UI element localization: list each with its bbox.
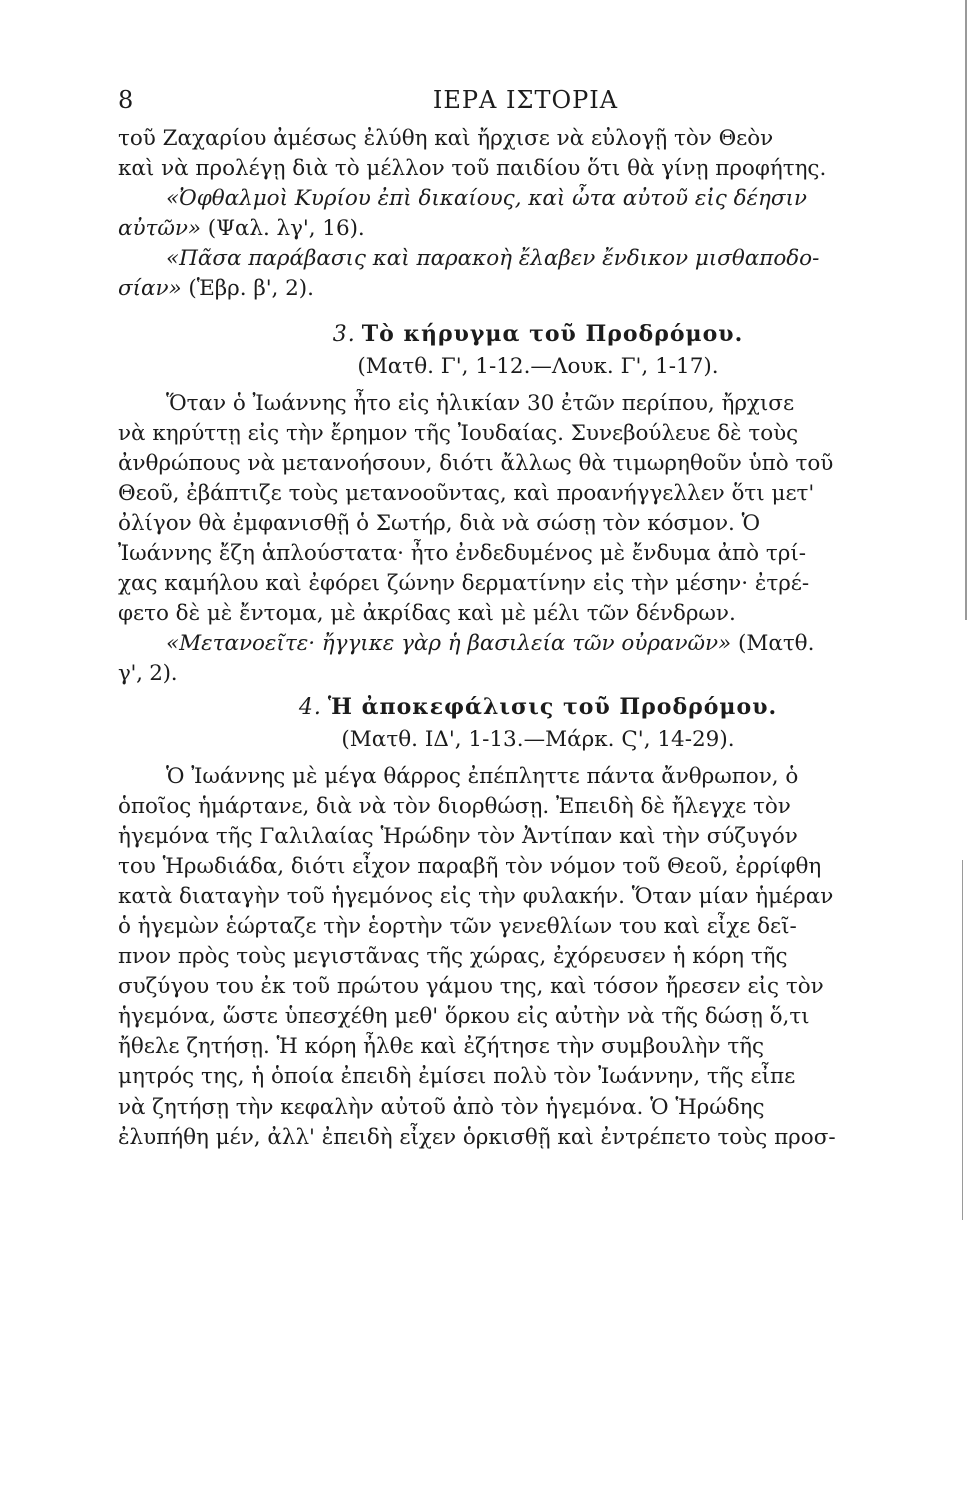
section-number: 4. (298, 694, 322, 720)
paragraph-line: Θεοῦ, ἐβάπτιζε τοὺς μετανοοῦντας, καὶ προανήγγελλεν ὅτι μετ' (118, 480, 815, 506)
page-edge-shadow (962, 860, 963, 1220)
paragraph-line: ἡγεμόνα, ὥστε ὑπεσχέθη μεθ' ὅρκου εἰς αὐτὴν νὰ τῆς δώσῃ ὅ,τι (118, 1004, 810, 1030)
paragraph-line: φετο δὲ μὲ ἔντομα, μὲ ἀκρίδας καὶ μὲ μέλι τῶν δένδρων. (118, 601, 736, 627)
scripture-quote-psalm-continued (118, 214, 958, 244)
body-text (118, 124, 958, 1153)
section-3-reference: (Ματθ. Γ', 1-12.—Λουκ. Γ', 1-17). (357, 353, 719, 379)
section-number: 3. (332, 321, 356, 347)
paragraph-line: ἡγεμόνα τῆς Γαλιλαίας Ἡρώδην τὸν Ἀντίπαν καὶ τὴν σύζυγόν (118, 823, 798, 849)
section-title: Ἡ ἀποκεφάλισις τοῦ Προδρόμου. (327, 693, 778, 720)
paragraph-line: ἀνθρώπους νὰ μετανοήσουν, διότι ἄλλως θὰ τιμωρηθοῦν ὑπὸ τοῦ (118, 450, 834, 476)
page-number: 8 (118, 86, 134, 114)
paragraph-line: μητρός της, ἡ ὁποία ἐπειδὴ ἐμίσει πολὺ τὸν Ἰωάννην, τῆς εἶπε (118, 1064, 796, 1090)
paragraph-line: Ὁ Ἰωάννης μὲ μέγα θάρρος ἐπέπληττε πάντα ἄνθρωπον, ὁ (166, 763, 799, 789)
paragraph-line: πνον πρὸς τοὺς μεγιστᾶνας τῆς χώρας, ἐχόρευσεν ἡ κόρη τῆς (118, 944, 788, 970)
paragraph-line: χας καμήλου καὶ ἐφόρει ζώνην δερματίνην εἰς τὴν μέσην· ἐτρέ- (118, 571, 810, 597)
paragraph-line: νὰ ζητήσῃ τὴν κεφαλὴν αὐτοῦ ἀπὸ τὸν ἡγεμόνα. Ὁ Ἡρώδης (118, 1094, 765, 1120)
paragraph-line: ἐλυπήθη μέν, ἀλλ' ἐπειδὴ εἶχεν ὁρκισθῇ καὶ ἐντρέπετο τοὺς προσ- (118, 1124, 836, 1150)
quote-text: αὐτῶν» (118, 216, 201, 242)
scripture-quote-matthew (118, 629, 958, 659)
paragraph-line: κατὰ διαταγὴν τοῦ ἡγεμόνος εἰς τὴν φυλακήν. Ὅταν μίαν ἡμέραν (118, 883, 834, 909)
page-edge-shadow (965, 0, 967, 620)
quote-reference: (Ἑβρ. β', 2). (188, 276, 314, 302)
running-title: ΙΕΡΑ ΙΣΤΟΡΙΑ (432, 86, 619, 114)
quote-text: «Ὀφθαλμοὶ Κυρίου ἐπὶ δικαίους, καὶ ὦτα αὐτοῦ εἰς δέησιν (166, 186, 807, 212)
paragraph-line: Ὅταν ὁ Ἰωάννης ἦτο εἰς ἡλικίαν 30 ἐτῶν περίπου, ἤρχισε (166, 390, 795, 416)
scripture-quote-hebrews-continued (118, 274, 958, 304)
paragraph-line: ὁ ἡγεμὼν ἑώρταζε τὴν ἑορτὴν τῶν γενεθλίων του καὶ εἶχε δεῖ- (118, 913, 797, 939)
paragraph-line: Ἰωάννης ἔζη ἁπλούστατα· ἦτο ἐνδεδυμένος μὲ ἔνδυμα ἀπὸ τρί- (118, 541, 806, 567)
quote-text: «Μετανοεῖτε· ἤγγικε γὰρ ἡ βασιλεία τῶν οὐρανῶν» (166, 631, 732, 657)
section-3-heading (118, 317, 958, 351)
paragraph-line: ὀλίγον θὰ ἐμφανισθῇ ὁ Σωτήρ, διὰ νὰ σώσῃ τὸν κόσμον. Ὁ (118, 510, 761, 536)
quote-text: σίαν» (118, 276, 182, 302)
paragraph-line: νὰ κηρύττῃ εἰς τὴν ἔρημον τῆς Ἰουδαίας. Συνεβούλευε δὲ τοὺς (118, 420, 799, 446)
paragraph-line: συζύγου του ἐκ τοῦ πρώτου γάμου της, καὶ τόσον ἤρεσεν εἰς τὸν (118, 974, 824, 1000)
paragraph-line: ἤθελε ζητήσῃ. Ἡ κόρη ἦλθε καὶ ἐζήτησε τὴν συμβουλὴν τῆς (118, 1034, 765, 1060)
section-4-reference: (Ματθ. ΙΔ', 1-13.—Μάρκ. Ϛ', 14-29). (341, 726, 735, 752)
section-4-heading (118, 690, 958, 724)
quote-text: «Πᾶσα παράβασις καὶ παρακοὴ ἔλαβεν ἔνδικον μισθαποδο- (166, 246, 820, 272)
quote-reference: (Ψαλ. λγ', 16). (207, 216, 365, 242)
text-line: καὶ νὰ προλέγῃ διὰ τὸ μέλλον τοῦ παιδίου ὅτι θὰ γίνῃ προφήτης. (118, 156, 827, 182)
section-title: Τὸ κήρυγμα τοῦ Προδρόμου. (361, 320, 744, 347)
text-line: τοῦ Ζαχαρίου ἀμέσως ἐλύθη καὶ ἤρχισε νὰ εὐλογῇ τὸν Θεὸν (118, 126, 774, 151)
page-header (118, 82, 933, 118)
scripture-quote-psalm (118, 184, 958, 214)
scripture-quote-hebrews (118, 244, 958, 274)
paragraph-line: του Ἡρωδιάδα, διότι εἶχον παραβῆ τὸν νόμον τοῦ Θεοῦ, ἐρρίφθη (118, 853, 822, 879)
paragraph-line: ὁποῖος ἡμάρτανε, διὰ νὰ τὸν διορθώσῃ. Ἐπειδὴ δὲ ἤλεγχε τὸν (118, 793, 791, 819)
quote-reference: (Ματθ. (737, 631, 815, 657)
quote-reference-continued: γ', 2). (118, 661, 178, 687)
